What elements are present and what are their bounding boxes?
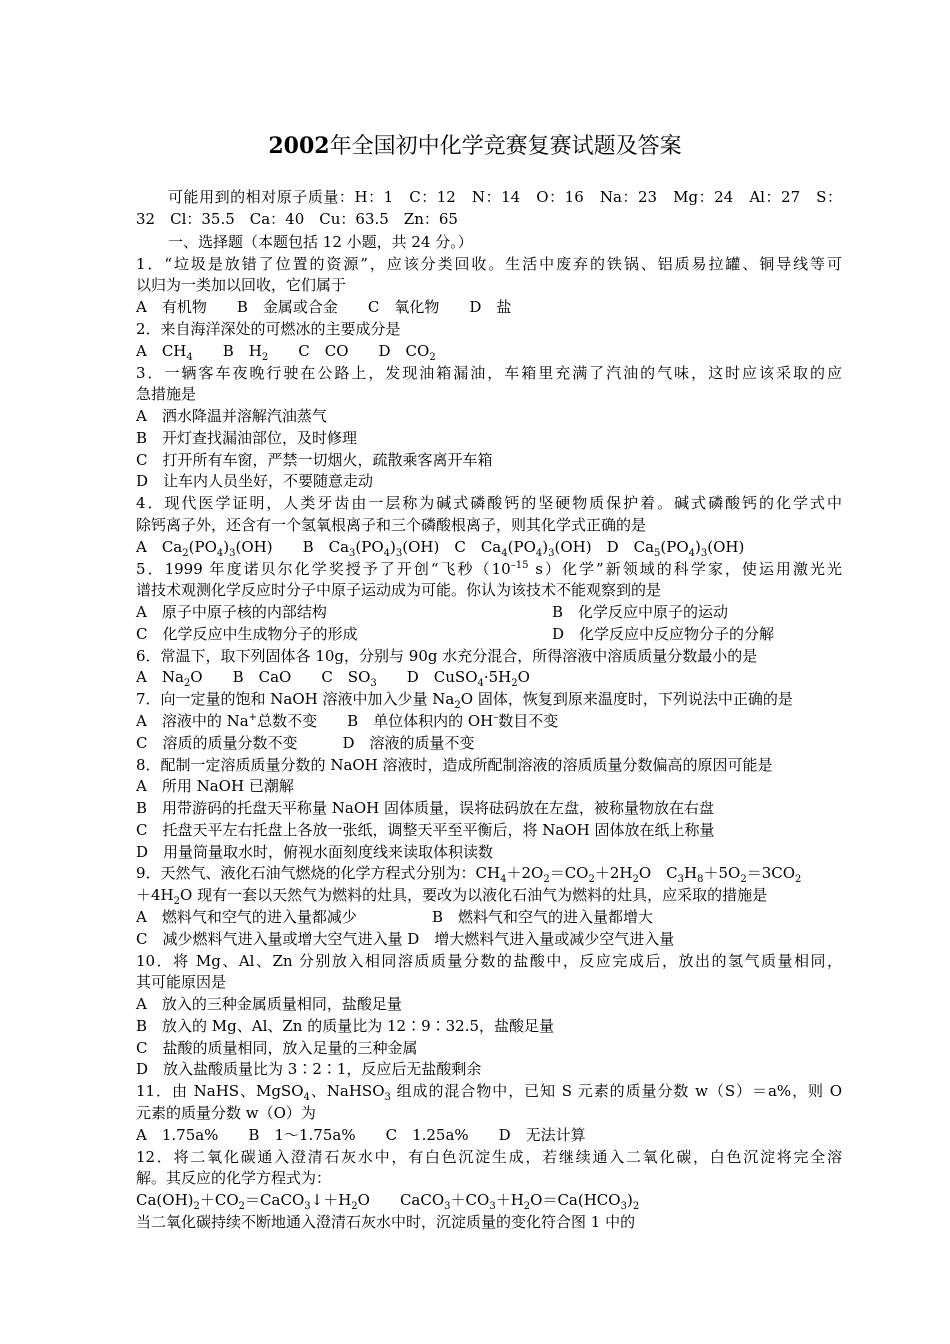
q5-options-cd: C 化学反应中生成物分子的形成 D 化学反应中反应物分子的分解 (136, 625, 775, 643)
q3-option-b: B 开灯查找漏油部位，及时修理 (136, 429, 358, 447)
q12-stem-cont: 解。其反应的化学方程式为： (136, 1169, 332, 1187)
q4-stem: 4．现代医学证明，人类牙齿由一层称为碱式磷酸钙的坚硬物质保护着。碱式磷酸钙的化学式中 (136, 494, 842, 512)
q2-stem: 2．来自海洋深处的可燃冰的主要成分是 (136, 320, 401, 338)
q7-options-ab: A 溶液中的 Na+总数不变 B 单位体积内的 OH–数目不变 (136, 712, 559, 730)
atomic-masses-line-2: 32 Cl：35.5 Ca：40 Cu：63.5 Zn：65 (136, 210, 458, 228)
q8-option-b: B 用带游码的托盘天平称量 NaOH 固体质量，误将砝码放在左盘，被称量物放在右盘 (136, 799, 715, 817)
q7-options-cd: C 溶质的质量分数不变 D 溶液的质量不变 (136, 734, 475, 752)
q2-options: A $CH_4$ B $H_2$ C CO D $CO_2$ (136, 342, 436, 363)
q10-option-d: D 放入盐酸质量比为 3∶2∶1，反应后无盐酸剩余 (136, 1060, 482, 1078)
q3-option-a: A 洒水降温并溶解汽油蒸气 (136, 407, 327, 425)
q8-option-a: A 所用 NaOH 已潮解 (136, 777, 294, 795)
q4-stem-cont: 除钙离子外，还含有一个氢氧根离子和三个磷酸根离子，则其化学式正确的是 (136, 516, 647, 534)
q10-option-c: C 盐酸的质量相同，放入足量的三种金属 (136, 1039, 418, 1057)
q12-equations: $Ca(OH)_2+CO_2=CaCO_3↓+H_2O$ $CaCO_3+CO_3+H_2O=Ca(HCO_3)_2$ (136, 1191, 640, 1212)
q1-stem: 1．“垃圾是放错了位置的资源”，应该分类回收。生活中废弃的铁锅、铝质易拉罐、铜导线等可 (136, 255, 842, 273)
q6-options: A $Na_2O$ B CaO C $SO_3$ D $CuSO_4\cdot 5H_2O$ (136, 668, 530, 689)
section-heading: 一、选择题（本题包括 12 小题，共 24 分。） (168, 233, 473, 251)
q10-option-a: A 放入的三种金属质量相同，盐酸足量 (136, 995, 402, 1013)
q9-options-ab: A 燃料气和空气的进入量都减少 B 燃料气和空气的进入量都增大 (136, 908, 654, 926)
q8-option-d: D 用量筒量取水时，俯视水面刻度线来读取体积读数 (136, 843, 494, 861)
q5-stem-cont: 谱技术观测化学反应时分子中原子运动成为可能。你认为该技术不能观察到的是 (136, 581, 662, 599)
q9-stem: 9．天然气、液化石油气燃烧的化学方程式分别为：$CH_4+2O_2=CO_2+2H_2O$ $C_3H_8+5O_2=3CO_2$ (136, 864, 802, 885)
q6-stem: 6．常温下，取下列固体各 10g，分别与 90g 水充分混合，所得溶液中溶质质量分数最小的是 (136, 647, 758, 665)
q10-stem-cont: 其可能原因是 (136, 973, 227, 991)
q5-stem: 5．1999 年度诺贝尔化学奖授予了开创“飞秒（$10^{-15}$ s）化学”新领域的科学家，使运用激光光 (136, 560, 842, 578)
q1-options: A 有机物 B 金属或合金 C 氧化物 D 盐 (136, 298, 512, 316)
q8-option-c: C 托盘天平左右托盘上各放一张纸，调整天平至平衡后，将 NaOH 固体放在纸上称量 (136, 821, 715, 839)
atomic-masses-line-1: 可能用到的相对原子质量：H：1 C：12 N：14 O：16 Na：23 Mg：24 Al：27 S： (168, 188, 842, 206)
q11-stem: 11．由 NaHS、MgSO$_4$、NaHSO$_3$ 组成的混合物中，已知 S 元素的质量分数 w（S）＝a%，则 O (136, 1082, 842, 1103)
q8-stem: 8．配制一定溶质质量分数的 NaOH 溶液时，造成所配制溶液的溶质质量分数偏高的原因可能是 (136, 756, 773, 774)
q10-option-b: B 放入的 Mg、Al、Zn 的质量比为 12∶9∶32.5，盐酸足量 (136, 1017, 555, 1035)
q9-stem-cont: $+4H_2O$ 现有一套以天然气为燃料的灶具，要改为以液化石油气为燃料的灶具，应采取的措施是 (136, 886, 768, 907)
q10-stem: 10．将 Mg、Al、Zn 分别放入相同溶质质量分数的盐酸中，反应完成后，放出的氢气质量相同， (136, 952, 842, 970)
page-title (0, 131, 950, 162)
q11-options: A 1.75a% B 1～1.75a% C 1.25a% D 无法计算 (136, 1126, 586, 1144)
q7-stem: 7．向一定量的饱和 NaOH 溶液中加入少量 $Na_2O$ 固体，恢复到原来温度时，下列说法中正确的是 (136, 690, 793, 711)
title-text: 年全国初中化学竞赛复赛试题及答案 (329, 134, 682, 159)
q4-options: A $Ca_2(PO_4)_3(OH)$ B $Ca_3(PO_4)_3(OH)$ C $Ca_4(PO_4)_3(OH)$ D $Ca_5(PO_4)_3(OH)$ (136, 538, 745, 559)
q9-options-cd: C 减少燃料气进入量或增大空气进入量 D 增大燃料气进入量或减少空气进入量 (136, 930, 675, 948)
q3-stem: 3．一辆客车夜晚行驶在公路上，发现油箱漏油，车箱里充满了汽油的气味，这时应该采取的应 (136, 364, 842, 382)
q11-stem-cont: 元素的质量分数 w（O）为 (136, 1104, 316, 1122)
q3-option-c: C 打开所有车窗，严禁一切烟火，疏散乘客离开车箱 (136, 451, 493, 469)
q12-stem: 12．将二氧化碳通入澄清石灰水中，有白色沉淀生成，若继续通入二氧化碳，白色沉淀将完全溶 (136, 1148, 842, 1166)
title-year: 2002 (268, 133, 330, 159)
q5-options-ab: A 原子中原子核的内部结构 B 化学反应中原子的运动 (136, 603, 729, 621)
q12-stem-end: 当二氧化碳持续不断地通入澄清石灰水中时，沉淀质量的变化符合图 1 中的 (136, 1213, 636, 1231)
q3-stem-cont: 急措施是 (136, 385, 197, 403)
q3-option-d: D 让车内人员坐好，不要随意走动 (136, 472, 374, 490)
q1-stem-cont: 以归为一类加以回收，它们属于 (136, 276, 347, 294)
